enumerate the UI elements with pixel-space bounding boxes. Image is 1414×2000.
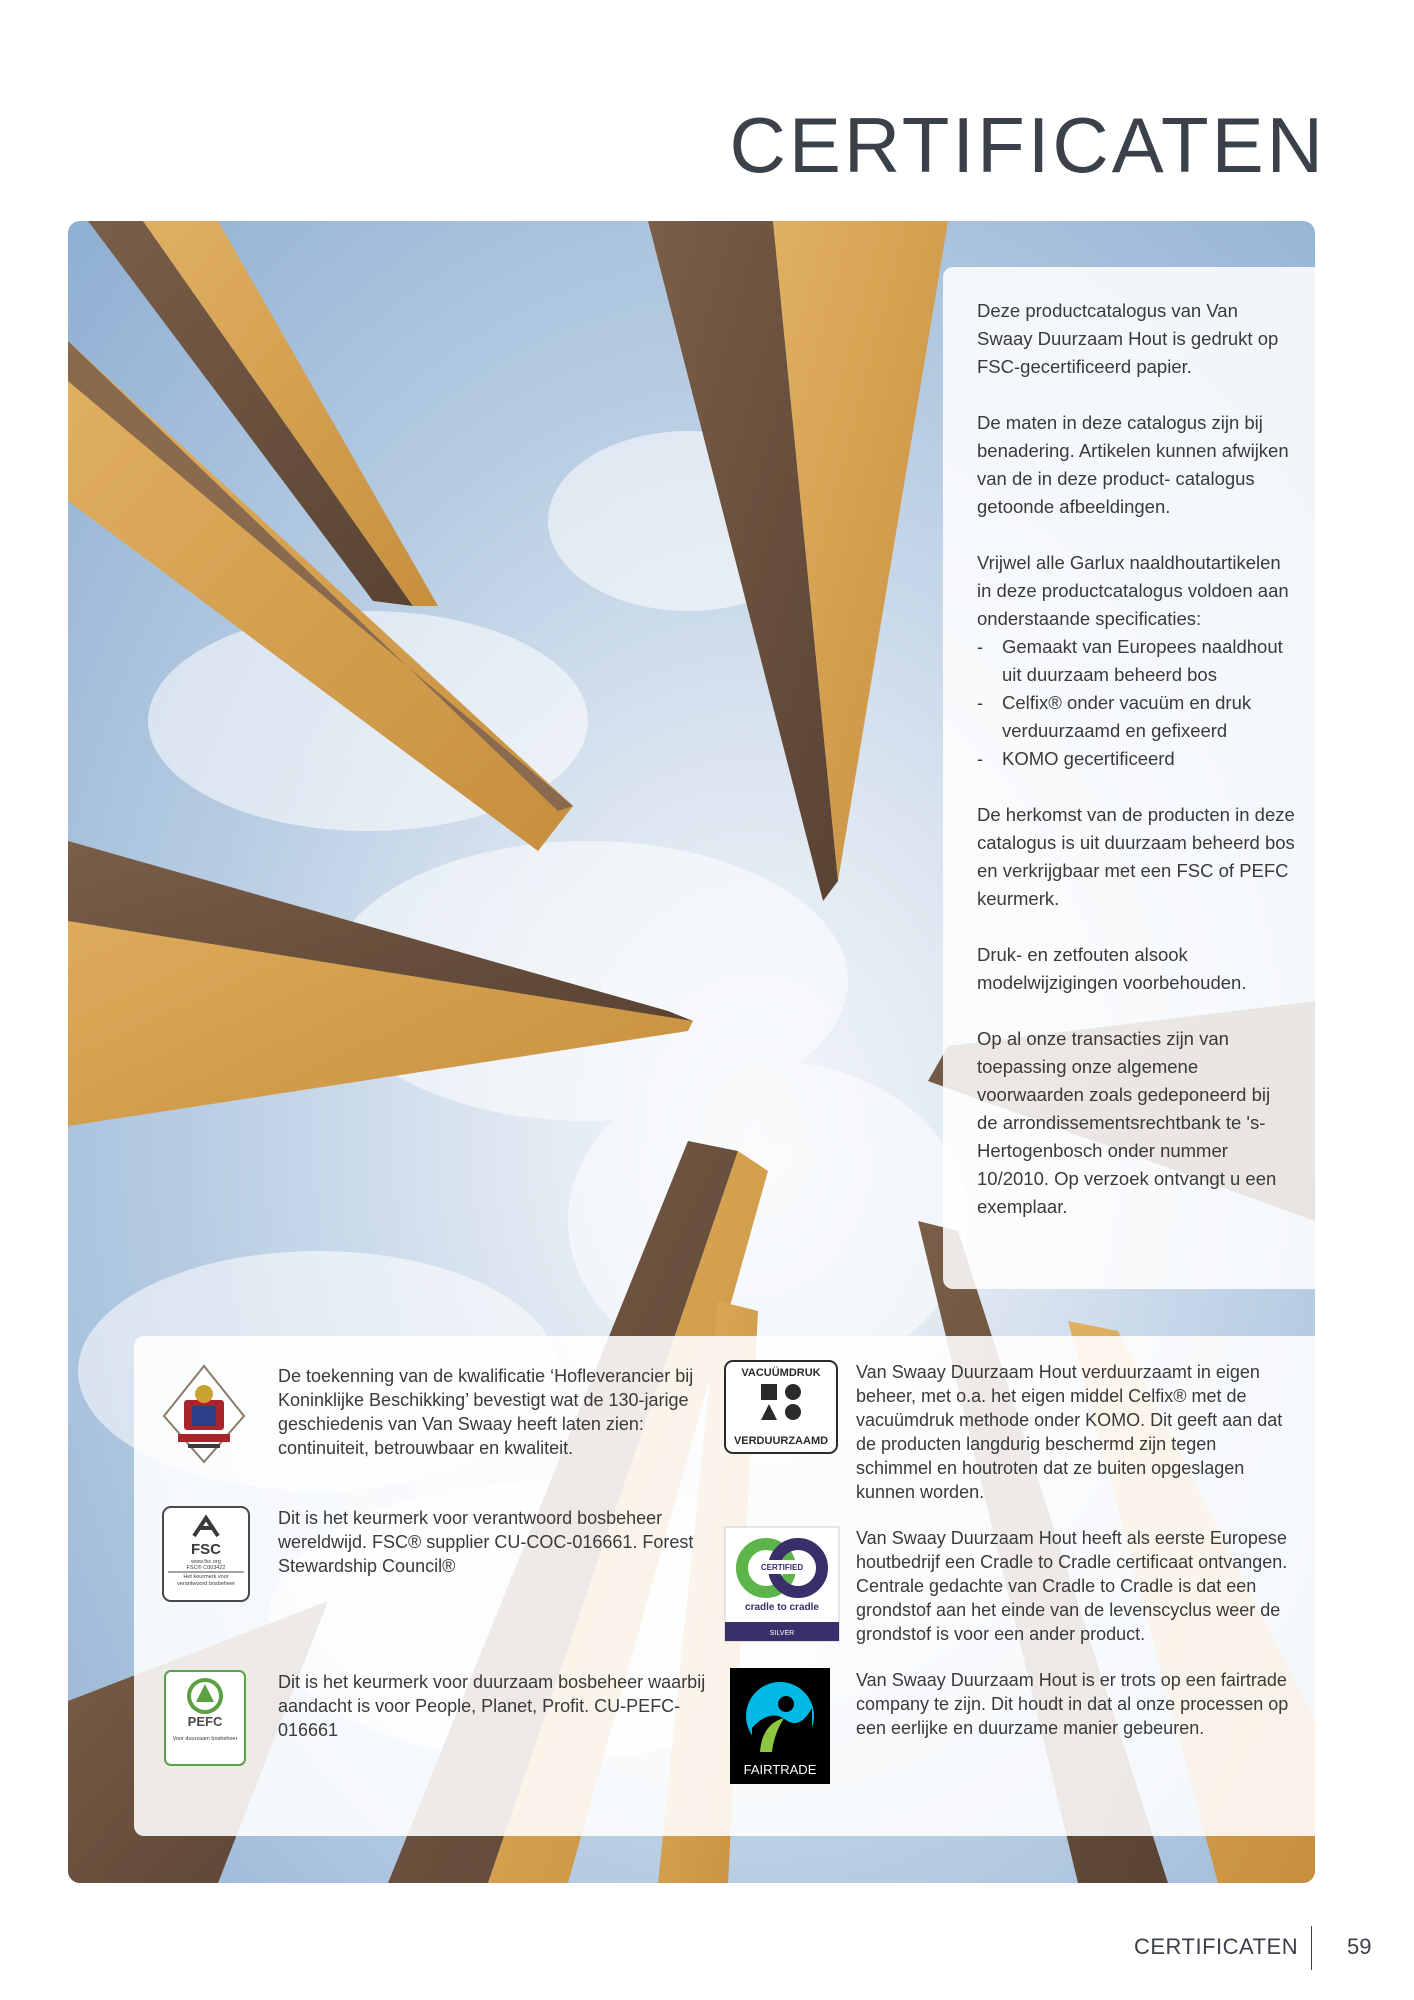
c2c-logo-name: cradle to cradle: [745, 1602, 819, 1613]
info-garlux: Vrijwel alle Garlux naaldhoutartikelen in deze productcatalogus voldoen aan onderstaande specificaties:: [977, 552, 1289, 629]
cert-komo-text: Van Swaay Duurzaam Hout verduurzaamt in eigen beheer, met o.a. het eigen middel Celfix® met de vacuümdruk methode onder KOMO. Dit geeft aan dat de producten langdurig beschermd zijn tegen schimmel en houtroten dat ze buiten opgeslagen kunnen worden.: [856, 1362, 1283, 1502]
spec-list: [977, 633, 1295, 773]
fsc-logo-icon: [162, 1506, 250, 1602]
page-number: 59: [1347, 1934, 1372, 1959]
cert-cradle-to-cradle-text: Van Swaay Duurzaam Hout heeft als eerste Europese houtbedrijf een Cradle to Cradle certificaat ontvangen. Centrale gedachte van Cradle to Cradle is dat een grondstof aan het einde van de levenscyclus weer de grondstof is voor een ander product.: [856, 1528, 1288, 1644]
fsc-logo-caption: Het keurmerk voor verantwoord bosbeheer: [177, 1574, 235, 1587]
info-terms: Op al onze transacties zijn van toepassing onze algemene voorwaarden zoals gedeponeerd bij de arrondissementsrechtbank te 's-Hertogenbosch onder nummer 10/2010. Op verzoek ontvangt u een exemplaar.: [977, 1028, 1277, 1217]
catalogue-info-panel: [943, 267, 1315, 1289]
komo-logo-top: VACUÜMDRUK: [741, 1367, 821, 1379]
certificates-panel: [134, 1336, 1315, 1836]
fairtrade-logo-label: FAIRTRADE: [743, 1762, 817, 1777]
cert-hofleverancier-text: De toekenning van de kwalificatie ‘Hofleverancier bij Koninklijke Beschikking’ bevestigt wat de 130-jarige geschiedenis van Van Swaay heeft laten zien: continuiteit, betrouwbaar en kwaliteit.: [278, 1366, 694, 1458]
pefc-logo-name: PEFC: [187, 1714, 223, 1729]
fsc-logo-code: FSC® C003422: [186, 1565, 226, 1571]
c2c-logo-level: SILVER: [769, 1630, 795, 1637]
c2c-logo-badge: CERTIFIED: [760, 1563, 804, 1572]
pefc-logo-icon: [164, 1670, 246, 1766]
page-title: CERTIFICATEN: [729, 101, 1326, 189]
cert-fairtrade-text: Van Swaay Duurzaam Hout is er trots op een fairtrade company te zijn. Dit houdt in dat al onze processen op een eerlijke en duurzame manier gebeuren.: [856, 1670, 1289, 1738]
komo-logo-icon: [724, 1360, 838, 1454]
pefc-logo-caption: Voor duurzaam bosbeheer: [172, 1736, 238, 1742]
komo-logo-bottom: VERDUURZAAMD: [733, 1435, 829, 1447]
info-disclaimer: Druk- en zetfouten alsook modelwijzigingen voorbehouden.: [977, 944, 1247, 993]
cert-pefc-text: Dit is het keurmerk voor duurzaam bosbeheer waarbij aandacht is voor People, Planet, Profit. CU-PEFC-016661: [278, 1672, 706, 1740]
fsc-logo-name: FSC: [191, 1541, 221, 1558]
footer-section-label: CERTIFICATEN: [1134, 1934, 1299, 1959]
info-dimensions: De maten in deze catalogus zijn bij benadering. Artikelen kunnen afwijken van de in deze product- catalogus getoonde afbeeldingen.: [977, 412, 1289, 517]
royal-crest-icon: [162, 1364, 246, 1464]
info-origin: De herkomst van de producten in deze catalogus is uit duurzaam beheerd bos en verkrijgbaar met een FSC of PEFC keurmerk.: [977, 804, 1295, 909]
spec-item: - Gemaakt van Europees naaldhout uit duurzaam beheerd bos: [977, 633, 1295, 689]
cert-fsc-text: Dit is het keurmerk voor verantwoord bosbeheer wereldwijd. FSC® supplier CU-COC-016661. Forest Stewardship Council®: [278, 1508, 694, 1576]
fsc-logo-url: www.fsc.org: [191, 1559, 221, 1565]
spec-item: - KOMO gecertificeerd: [977, 745, 1295, 773]
info-fsc-paper: Deze productcatalogus van Van Swaay Duurzaam Hout is gedrukt op FSC-gecertificeerd papier.: [977, 300, 1279, 377]
spec-item: - Celfix® onder vacuüm en druk verduurzaamd en gefixeerd: [977, 689, 1295, 745]
cradle-to-cradle-logo-icon: [724, 1526, 840, 1642]
footer-divider: [1311, 1926, 1312, 1970]
fairtrade-logo-icon: [730, 1668, 830, 1784]
